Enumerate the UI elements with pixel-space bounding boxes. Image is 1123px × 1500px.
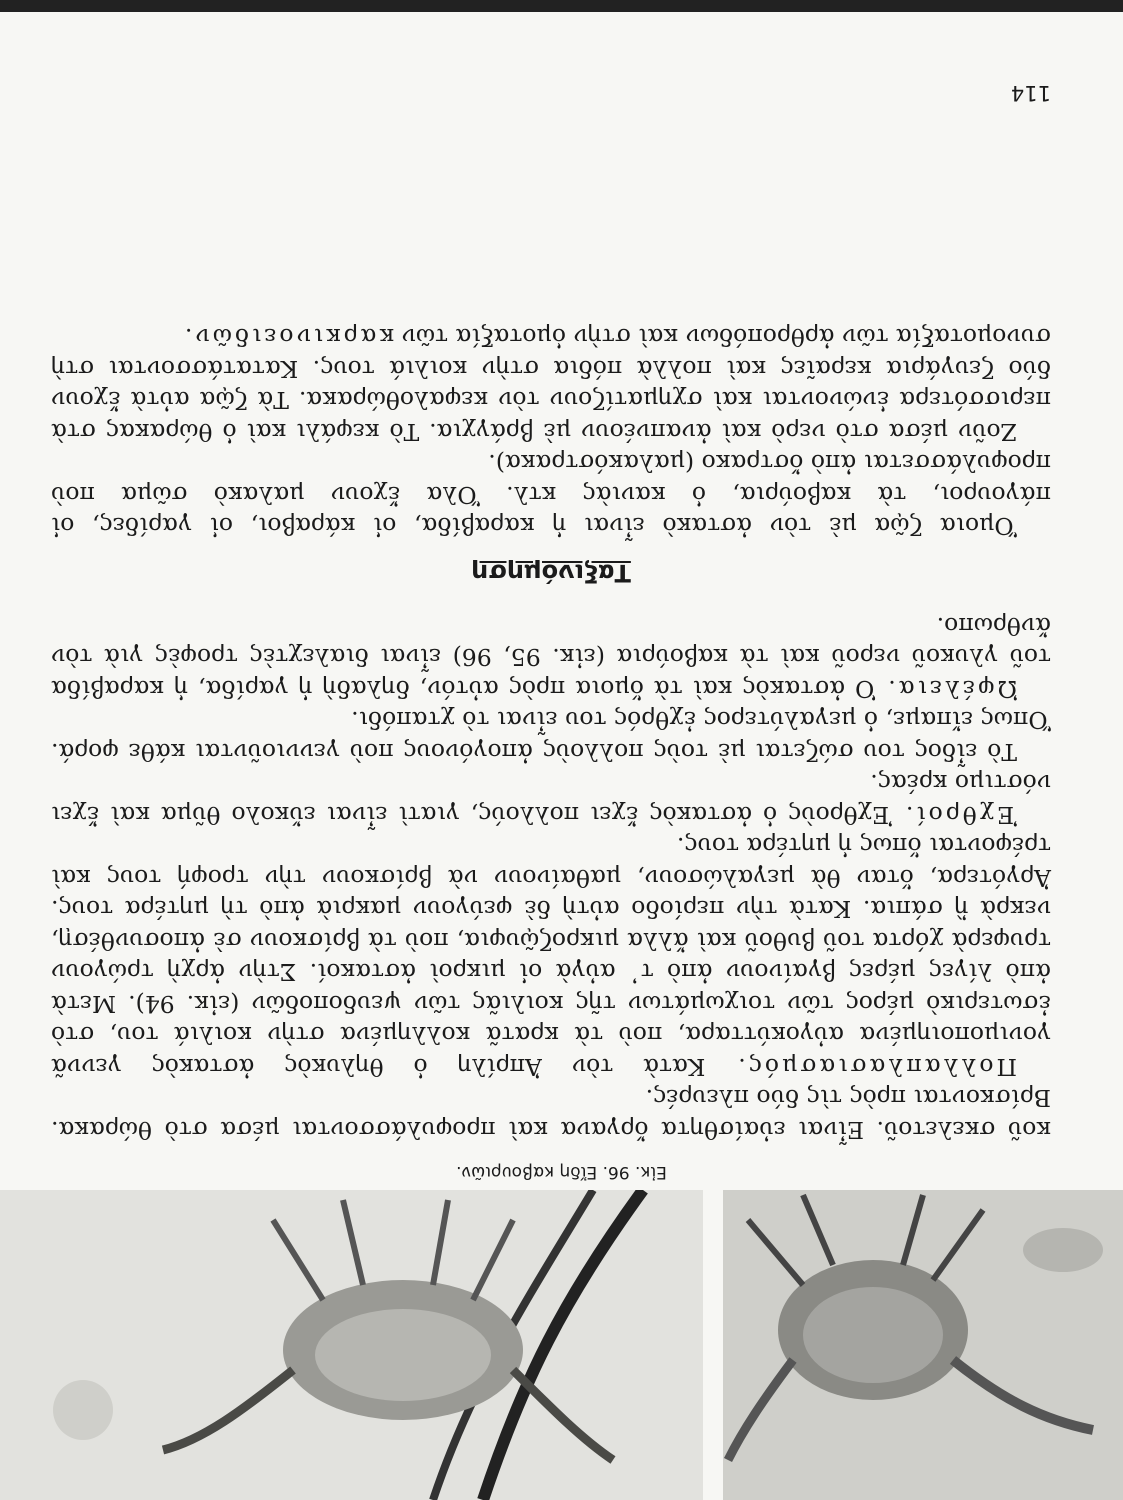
paragraph-classification-1 [51, 447, 1051, 542]
page-number: 114 [1010, 81, 1051, 105]
lead-enemies: Ἐχθροί. [902, 801, 1017, 829]
section-heading-classification: Ταξινόμηση [471, 559, 631, 588]
paragraph-classification-2-text: Ζοῦν μέσα στὸ νερὸ καὶ ἀναπνέουν μὲ βράγχια. Τὸ κεφάλι καὶ ὁ θώρακας στὰ περισσότερα ἑνώνονται καὶ σχηματίζουν τὸν κεφαλοθώρακα. Τὰ ζῷα αὐτὰ ἔχουν δύο ζευγάρια κεραῖες καὶ πολλὰ πόδια στὴν κοιλιά τους. Κατατάσσονται στὴ συνομοταξία τῶν ἀρθροπόδων καὶ στὴν ὁμοταξία τῶν [51, 323, 1051, 446]
paragraph-enemies-text: Ἐχθροὺς ὁ ἀστακὸς ἔχει πολλούς, γιατὶ εἶναι εὔκολο θῦμα καὶ ἔχει νόστιμο κρέας. [51, 769, 1051, 829]
lead-benefit: Ὠφέλεια. [885, 675, 1017, 703]
paragraph-benefit-text: Ὁ ἀστακὸς καὶ τὰ ὅμοια πρὸς αὐτόν, δηλαδὴ ἡ γαρίδα, ἡ καραβίδα τοῦ γλυκοῦ νεροῦ καὶ τὰ καβούρια (εἰκ. 95, 96) εἶναι διαλεχτὲς τροφὲς γιὰ τὸν ἄνθρωπο. [51, 612, 1051, 703]
paragraph-reproduction [51, 830, 1051, 1082]
paragraph-classification-1-text: Ὅμοια ζῷα μὲ τὸν ἀστακὸ εἶναι ἡ καραβίδα, οἱ κάραβοι, οἱ γαρίδες, οἱ πάγουροι, τὰ καβούρια, ὁ κανιὰς κτλ. Ὅλα ἔχουν μαλακὸ σῶμα ποὺ προφυλάσσεται ἀπὸ ὄστρακο (μαλακόστρακα). [51, 449, 1051, 541]
crab-drawing-image [0, 1190, 703, 1500]
figure-caption: Εἰκ. 96. Εἴδη καβουριῶν. [456, 1162, 667, 1182]
term-crustaceans: καρκινοειδῶν. [181, 323, 395, 352]
crab-photo-left [723, 1190, 1123, 1500]
paragraph-1 [51, 1082, 1051, 1145]
paragraph-species [51, 704, 1051, 767]
paragraph-species-text: Τὸ εἶδος του σώζεται μὲ τοὺς πολλοὺς ἀπογόνους ποὺ γεννιοῦνται κάθε φορά. Ὅπως εἴπαμε, ὁ μεγαλύτερος ἐχθρός του εἶναι τὸ χταπόδι. [51, 706, 1051, 766]
paragraph-enemies [51, 767, 1051, 830]
paragraph-classification-2 [51, 321, 1051, 447]
figure-96 [0, 1190, 1123, 1500]
crab-drawing-right [0, 1190, 703, 1500]
text-body [51, 321, 1051, 1145]
lead-reproduction: Πολλαπλασιασμός. [735, 1053, 1017, 1081]
paragraph-reproduction-text: Κατὰ τὸν Ἀπρίλη ὁ θηλυκὸς ἀστακὸς γεννᾶ γονιμοποιημένα αὐγοκύτταρα, ποὺ τὰ κρατᾶ κολλημένα στὴν κοιλιά του, στὸ ἐσωτερικὸ μέρος τῶν τοιχωμάτων τῆς κοιλιᾶς τῶν ψευδοποδῶν (εἰκ. 94). Μετὰ ἀπὸ λίγες μέρες βγαίνουν ἀπὸ τ᾽ αὐγὰ οἱ μικροὶ ἀστακοί. Στὴν ἀρχὴ τρώγουν τρυφερὰ χόρτα τοῦ βυθοῦ καὶ ἄλλα μικροζῷυφια, ποὺ τὰ βρίσκουν σὲ ἀποσυνθέσῃ, νεκρὰ ἢ σάπια. Κατὰ τὴν περίοδο αὐτὴ δὲ φεύγουν μακριὰ ἀπὸ τὴ μητέρα τους. Ἀργότερα, ὅταν θὰ μεγαλώσουν, μαθαίνουν νὰ βρίσκουν τὴν τροφή τους καὶ τρέφονται ὅπως ἡ μητέρα τους. [51, 832, 1051, 1081]
paragraph-1-text: κοῦ σκελετοῦ. Εἶναι εὐαίσθητα ὄργανα καὶ προφυλάσσονται μέσα στὸ θώρακα. Βρίσκονται πρὸς τὶς δύο πλευρές. [51, 1084, 1051, 1144]
crab-photo-image [723, 1190, 1123, 1500]
paragraph-benefit [51, 610, 1051, 705]
